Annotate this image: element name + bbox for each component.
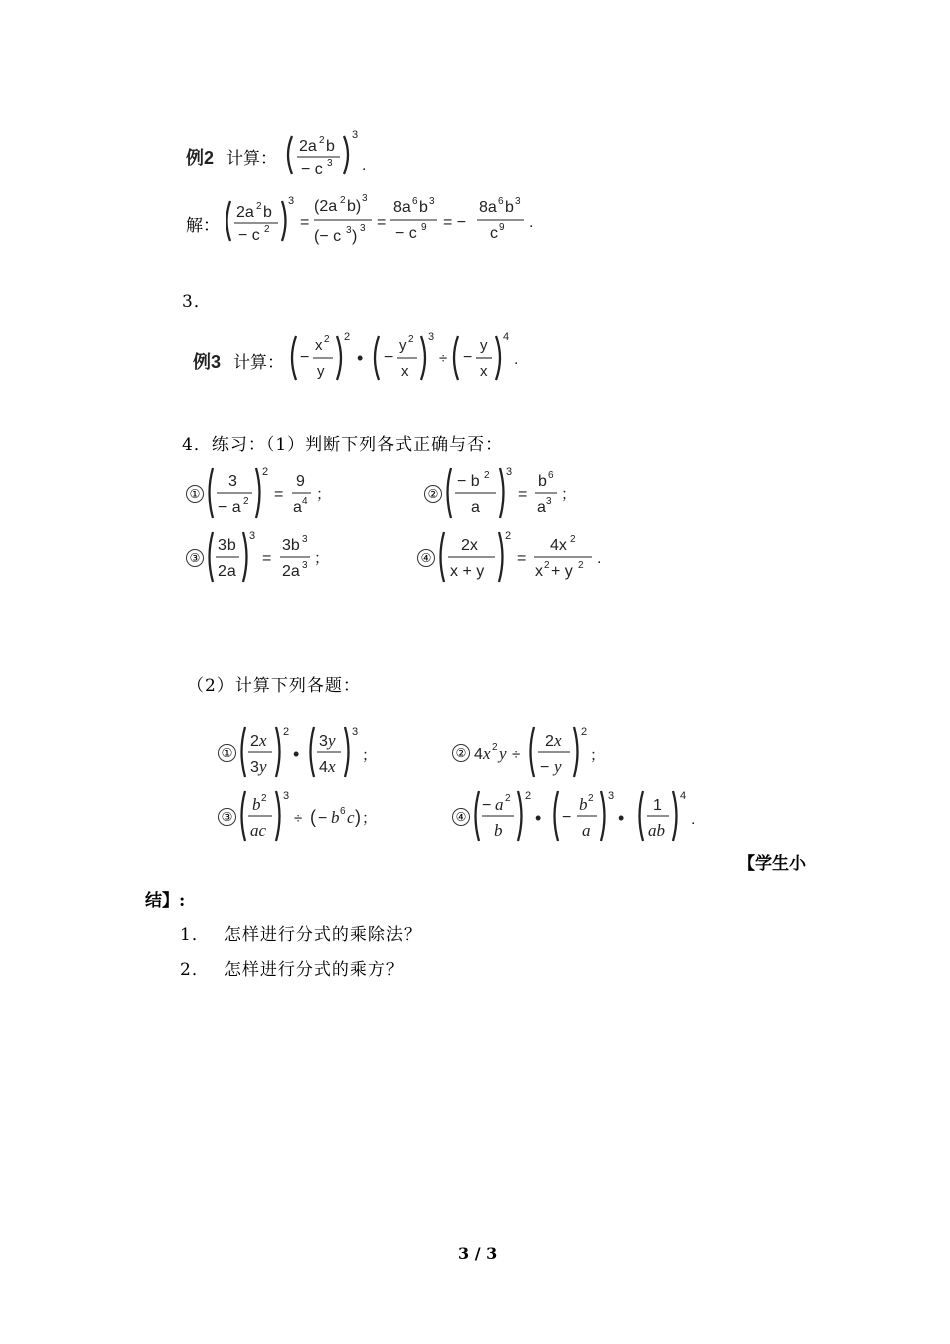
svg-text:−: − [463, 349, 473, 366]
example2-label: 例2 [186, 148, 215, 168]
svg-text:8a: 8a [479, 199, 497, 216]
summary-title-part1: 【学生小 [738, 854, 806, 874]
svg-text:c: c [490, 225, 498, 242]
solution-label: 解： [186, 216, 220, 236]
section3-number: 3． [182, 292, 212, 312]
judge-item-4-expression [437, 527, 617, 587]
compute-item-4-expression [472, 786, 712, 846]
svg-text:y: y [328, 731, 336, 750]
svg-text:3: 3 [428, 331, 435, 343]
svg-text:−: − [482, 797, 492, 814]
svg-text:6: 6 [498, 196, 504, 207]
svg-text:.: . [597, 550, 602, 567]
summary-title-part2: 结】: [145, 891, 186, 911]
svg-text:2: 2 [243, 496, 249, 507]
svg-text:9: 9 [421, 222, 427, 233]
svg-text:2: 2 [250, 733, 259, 750]
svg-text:2: 2 [283, 726, 290, 738]
svg-text:2: 2 [578, 560, 584, 571]
svg-text:=: = [274, 486, 284, 503]
svg-text:x: x [483, 744, 491, 763]
summary-question-2-number: 2． [180, 960, 210, 980]
svg-text:2: 2 [545, 733, 554, 750]
svg-text:；: ； [561, 486, 577, 503]
svg-text:3: 3 [302, 560, 308, 571]
svg-text:): ) [352, 228, 358, 245]
svg-text:y: y [317, 363, 325, 380]
svg-text:− b: − b [457, 473, 480, 490]
compute-item-2-number: ② [452, 744, 470, 762]
svg-text:•: • [293, 744, 300, 764]
svg-text:=: = [517, 550, 527, 567]
svg-text:y: y [480, 337, 488, 354]
svg-text:a: a [582, 821, 591, 840]
svg-text:3: 3 [283, 790, 290, 802]
svg-text:b: b [263, 204, 272, 221]
svg-text:−: − [562, 809, 572, 826]
svg-text:b): b) [347, 198, 362, 215]
svg-text:3: 3 [506, 466, 513, 478]
compute-item-3-expression [238, 786, 398, 846]
summary-question-1-number: 1． [180, 925, 210, 945]
svg-text:− c: − c [238, 227, 260, 244]
svg-text:x: x [259, 731, 267, 750]
svg-text:3: 3 [346, 225, 352, 236]
svg-text:b: b [579, 795, 588, 814]
summary-question-2 [180, 955, 404, 980]
svg-text:2a: 2a [282, 563, 300, 580]
svg-text:b: b [326, 138, 335, 155]
svg-text:2a: 2a [236, 204, 254, 221]
judge-item-2-expression [444, 463, 584, 523]
svg-text:6: 6 [548, 470, 554, 481]
svg-text:；: ； [362, 747, 378, 764]
svg-text:2: 2 [570, 534, 576, 545]
svg-text:6: 6 [412, 196, 418, 207]
svg-text:ac: ac [250, 821, 267, 840]
svg-text:2: 2 [505, 793, 511, 804]
svg-text:−: − [384, 349, 394, 366]
judge-item-1-expression [206, 463, 336, 523]
solution-expression [226, 187, 546, 253]
svg-text:2: 2 [261, 793, 267, 804]
example2-prompt: 计算： [226, 149, 277, 169]
svg-text:2: 2 [544, 560, 550, 571]
svg-text:.: . [514, 351, 519, 368]
page-indicator: 3 / 3 [458, 1244, 498, 1263]
svg-text:4: 4 [474, 746, 483, 763]
svg-text:3b: 3b [282, 537, 300, 554]
svg-text:.: . [362, 157, 367, 174]
svg-text:2: 2 [344, 331, 351, 343]
svg-text:): ) [355, 807, 361, 827]
svg-text:；: ； [314, 550, 330, 567]
svg-text:x: x [328, 757, 336, 776]
example3-expression [289, 328, 539, 390]
svg-text:=: = [300, 214, 310, 231]
svg-text:3: 3 [302, 534, 308, 545]
svg-text:3: 3 [515, 196, 521, 207]
svg-text:÷: ÷ [439, 350, 448, 367]
svg-text:a: a [471, 499, 480, 516]
svg-text:6: 6 [340, 806, 346, 817]
compute-item-3-number: ③ [218, 808, 236, 826]
example2-expression [282, 122, 372, 184]
svg-text:=: = [377, 214, 387, 231]
svg-text:2: 2 [588, 793, 594, 804]
svg-text:− c: − c [301, 161, 323, 178]
svg-text:3: 3 [319, 733, 328, 750]
svg-text:.: . [691, 811, 696, 828]
svg-text:3b: 3b [218, 537, 236, 554]
svg-text:÷: ÷ [294, 810, 303, 827]
svg-text:−: − [318, 810, 328, 827]
svg-text:−: − [300, 349, 310, 366]
svg-text:y: y [259, 757, 267, 776]
svg-text:b: b [494, 821, 503, 840]
svg-text:9: 9 [296, 473, 305, 490]
judge-item-4-number: ④ [417, 549, 435, 567]
svg-text:ab: ab [648, 821, 665, 840]
svg-text:y: y [499, 744, 507, 763]
example3-prompt: 计算： [233, 353, 284, 373]
summary-question-2-text: 怎样进行分式的乘方？ [223, 960, 404, 980]
svg-text:x: x [401, 363, 409, 380]
svg-text:2: 2 [264, 224, 270, 235]
svg-text:4: 4 [302, 496, 308, 507]
svg-text:•: • [618, 808, 625, 828]
svg-text:3: 3 [288, 195, 295, 207]
svg-text:2: 2 [319, 135, 325, 146]
svg-text:2: 2 [505, 530, 512, 542]
svg-text:3: 3 [360, 223, 366, 234]
svg-text:c: c [347, 808, 355, 827]
svg-text:(: ( [310, 807, 316, 827]
svg-text:；: ； [316, 486, 332, 503]
svg-text:a: a [495, 795, 504, 814]
svg-text:3: 3 [352, 726, 359, 738]
svg-text:8a: 8a [393, 199, 411, 216]
svg-text:x: x [315, 337, 323, 354]
judge-item-3-number: ③ [186, 549, 204, 567]
svg-text:y: y [399, 337, 407, 354]
practice-heading: 4．练习：（1）判断下列各式正确与否： [182, 435, 504, 455]
svg-text:2: 2 [581, 726, 588, 738]
svg-text:a: a [293, 499, 302, 516]
svg-text:x + y: x + y [450, 563, 485, 580]
svg-text:•: • [357, 348, 364, 368]
svg-text:=: = [262, 550, 272, 567]
compute-item-4-number: ④ [452, 808, 470, 826]
svg-text:2: 2 [340, 195, 346, 206]
svg-text:b: b [538, 473, 547, 490]
svg-text:1: 1 [653, 797, 662, 814]
svg-text:x: x [535, 563, 543, 580]
compute-item-2-expression [472, 722, 617, 782]
svg-text:3: 3 [362, 193, 368, 204]
svg-text:2a: 2a [299, 138, 317, 155]
svg-text:(2a: (2a [314, 198, 338, 215]
svg-text:2: 2 [492, 742, 498, 753]
svg-text:−: − [540, 759, 550, 776]
svg-text:3: 3 [429, 196, 435, 207]
svg-text:3: 3 [608, 790, 615, 802]
svg-text:•: • [535, 808, 542, 828]
svg-text:2: 2 [262, 466, 269, 478]
svg-text:3: 3 [250, 759, 259, 776]
judge-item-3-expression [206, 527, 336, 587]
svg-text:x: x [480, 363, 488, 380]
svg-text:(− c: (− c [314, 228, 342, 245]
svg-text:b: b [505, 199, 514, 216]
svg-text:9: 9 [499, 222, 505, 233]
svg-text:= −: = − [443, 214, 467, 231]
svg-text:+ y: + y [551, 563, 573, 580]
summary-question-1-text: 怎样进行分式的乘除法？ [223, 925, 422, 945]
svg-text:− c: − c [395, 225, 417, 242]
judge-item-2-number: ② [424, 485, 442, 503]
svg-text:÷: ÷ [512, 746, 521, 763]
svg-text:；: ； [362, 810, 378, 827]
example3-label: 例3 [193, 352, 222, 372]
svg-text:a: a [537, 499, 546, 516]
svg-text:3: 3 [352, 129, 359, 141]
compute-item-1-number: ① [218, 744, 236, 762]
svg-text:=: = [518, 486, 528, 503]
svg-text:3: 3 [249, 530, 256, 542]
svg-text:2: 2 [408, 334, 414, 345]
compute-heading: （2）计算下列各题： [187, 676, 361, 696]
svg-text:2a: 2a [218, 563, 236, 580]
svg-text:3: 3 [228, 473, 237, 490]
svg-text:2: 2 [256, 201, 262, 212]
compute-item-1-expression [238, 722, 383, 782]
svg-text:b: b [252, 795, 261, 814]
svg-text:2: 2 [324, 334, 330, 345]
svg-text:4x: 4x [550, 537, 567, 554]
svg-text:4: 4 [503, 331, 510, 343]
svg-text:b: b [331, 808, 340, 827]
svg-text:3: 3 [546, 496, 552, 507]
svg-text:− a: − a [218, 499, 241, 516]
svg-text:.: . [529, 214, 534, 231]
svg-text:x: x [554, 731, 562, 750]
svg-text:2x: 2x [461, 537, 478, 554]
svg-text:3: 3 [327, 158, 333, 169]
svg-text:2: 2 [525, 790, 532, 802]
summary-question-1 [180, 920, 422, 945]
judge-item-1-number: ① [186, 485, 204, 503]
svg-text:；: ； [590, 747, 606, 764]
svg-text:2: 2 [484, 470, 490, 481]
svg-text:b: b [419, 199, 428, 216]
svg-text:y: y [554, 757, 562, 776]
svg-text:4: 4 [319, 759, 328, 776]
svg-text:4: 4 [680, 790, 687, 802]
